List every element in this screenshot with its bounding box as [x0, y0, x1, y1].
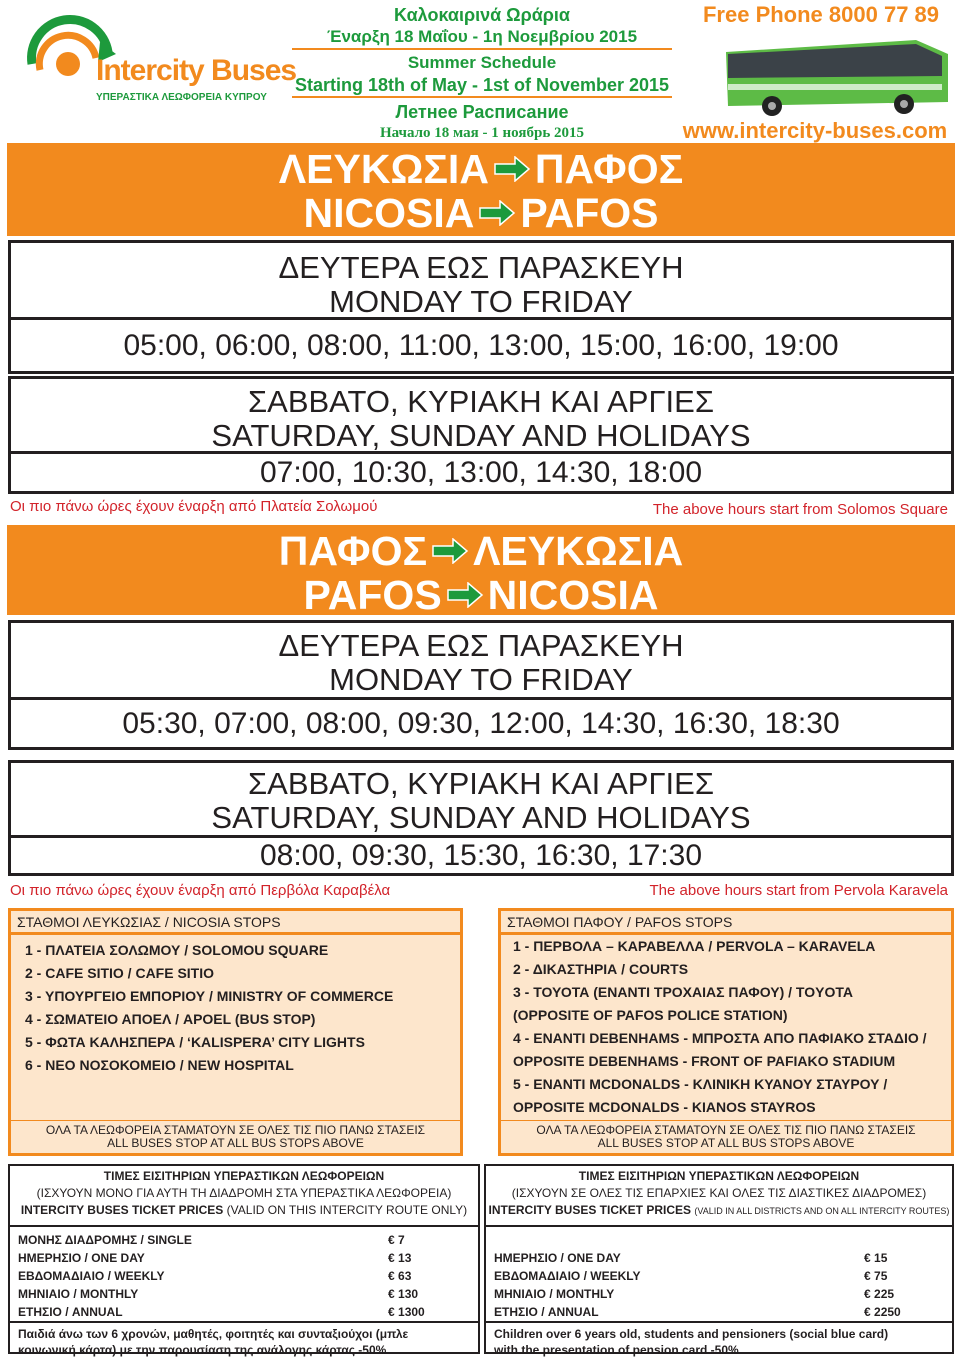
route-banner-nicosia-pafos: [7, 143, 955, 236]
weekend-gr: ΣΑΒΒΑΤΟ, ΚΥΡΙΑΚΗ ΚΑΙ ΑΡΓΙΕΣ: [247, 384, 715, 419]
price-label: ΕΤΗΣΙΟ / ANNUAL: [494, 1305, 599, 1319]
start-note-en: The above hours start from Pervola Karavela: [649, 882, 948, 899]
price-amount: 75: [874, 1269, 888, 1283]
route-to-gr: ΠΑΦΟΣ: [534, 146, 684, 192]
price-label: ΕΒΔΟΜΑΔΙΑΙΟ / WEEKLY: [18, 1269, 165, 1283]
currency-symbol: €: [864, 1269, 871, 1283]
currency-symbol: €: [864, 1305, 871, 1319]
discount-line: Παιδιά άνω των 6 χρονών, μαθητές, φοιτητές και συνταξιούχοι (μπλε: [18, 1327, 409, 1341]
russian-title: Летнее Расписание: [395, 102, 569, 122]
weekday-en: MONDAY TO FRIDAY: [329, 284, 633, 319]
weekday-gr: ΔΕΥΤΕΡΑ ΕΩΣ ΠΑΡΑΣΚΕΥΗ: [278, 628, 684, 663]
ticket-header: [10, 1166, 478, 1219]
price-amount: 63: [398, 1269, 412, 1283]
route-to-en: NICOSIA: [487, 572, 659, 618]
bus-icon: [716, 32, 956, 118]
stops-footer-en: ALL BUSES STOP AT ALL BUS STOPS ABOVE: [107, 1136, 364, 1150]
pafos-stops-list: [501, 935, 951, 1119]
bus-image: [716, 32, 956, 118]
divider: [292, 96, 672, 98]
list-item: 1 - ΠΛΑΤΕΙΑ ΣΟΛΩΜΟΥ / SOLOMOU SQUARE: [25, 942, 329, 958]
start-note-en: The above hours start from Solomos Square: [652, 501, 948, 518]
weekday-heading: [8, 240, 954, 320]
discount-line: κοινωνική κάρτα) με την παρουσίαση της ανάλογης κάρτας -50%: [18, 1343, 387, 1357]
arrow-right-icon: [431, 538, 469, 564]
price-value: [388, 1287, 418, 1301]
price-amount: 225: [874, 1287, 895, 1301]
start-note-gr: Οι πιο πάνω ώρες έχουν έναρξη από Πλατεία Σολωμού: [10, 498, 378, 515]
ticket-validity-gr: (ΙΣΧΥΟΥΝ ΜΟΝΟ ΓΙΑ ΑΥΤΗ ΤΗ ΔΙΑΔΡΟΜΗ ΣΤΑ ΥΠΕΡΑΣΤΙΚΑ ΛΕΩΦΟΡΕΙΑ): [36, 1186, 452, 1200]
price-value: [864, 1305, 901, 1319]
price-amount: 130: [398, 1287, 419, 1301]
nicosia-stops-list: [11, 935, 460, 1077]
ticket-title-gr: ΤΙΜΕΣ ΕΙΣΙΤΗΡΙΩΝ ΥΠΕΡΑΣΤΙΚΩΝ ΛΕΩΦΟΡΕΙΩΝ: [103, 1169, 385, 1183]
ticket-prices-left: [8, 1164, 480, 1357]
discount-note: [10, 1321, 478, 1361]
russian-dates: Начало 18 мая - 1 ноябрь 2015: [379, 125, 585, 141]
weekday-gr: ΔΕΥΤΕΡΑ ΕΩΣ ΠΑΡΑΣΚΕΥΗ: [278, 250, 684, 285]
nicosia-stops-title: ΣΤΑΘΜΟΙ ΛΕΥΚΩΣΙΑΣ / NICOSIA STOPS: [11, 911, 460, 935]
stops-footer-gr: ΟΛΑ ΤΑ ΛΕΩΦΟΡΕΙΑ ΣΤΑΜΑΤΟΥΝ ΣΕ ΟΛΕΣ ΤΙΣ ΠΙΟ ΠΑΝΩ ΣΤΑΣΕΙΣ: [45, 1123, 426, 1137]
list-item: 2 - ΔΙΚΑΣΤΗΡΙΑ / COURTS: [513, 961, 689, 977]
weekend-gr: ΣΑΒΒΑΤΟ, ΚΥΡΙΑΚΗ ΚΑΙ ΑΡΓΙΕΣ: [247, 766, 715, 801]
weekend-heading: [8, 760, 954, 838]
discount-line: with the presentation of pension card -50%: [494, 1343, 739, 1357]
ticket-validity-en: (VALID IN ALL DISTRICTS AND ON ALL INTERCITY ROUTES): [694, 1206, 950, 1216]
english-title: Summer Schedule: [407, 53, 557, 72]
ticket-prices-right: [484, 1164, 954, 1357]
pafos-stops-title: ΣΤΑΘΜΟΙ ΠΑΦΟΥ / PAFOS STOPS: [501, 911, 951, 935]
ticket-header: [486, 1166, 952, 1220]
weekend-times: 08:00, 09:30, 15:30, 16:30, 17:30: [8, 838, 954, 876]
weekend-en: SATURDAY, SUNDAY AND HOLIDAYS: [211, 800, 751, 835]
english-dates: Starting 18th of May - 1st of November 2015: [294, 75, 670, 95]
list-item: 4 - ΕΝΑΝΤΙ DEBENHAMS - ΜΠΡΟΣΤΑ ΑΠΟ ΠΑΦΙΑΚΟ ΣΤΑΔΙΟ /: [513, 1030, 927, 1046]
ticket-validity-en: (VALID ON THIS INTERCITY ROUTE ONLY): [226, 1203, 468, 1217]
route-to-gr: ΛΕΥΚΩΣΙΑ: [473, 528, 684, 574]
greek-dates: Έναρξη 18 Μαΐου - 1η Νοεμβρίου 2015: [326, 27, 638, 46]
price-label: ΜΗΝΙΑΙΟ / MONTHLY: [494, 1287, 615, 1301]
list-item: 3 - ΤΟΥΟΤΑ (ΕΝΑΝΤΙ ΤΡΟΧΑΙΑΣ ΠΑΦΟΥ) / TOYOTA: [513, 984, 853, 1000]
list-item: 5 - ΕΝΑΝΤΙ MCDONALDS - ΚΛΙΝΙΚΗ ΚΥΑΝΟΥ ΣΤΑΥΡΟΥ /: [513, 1076, 888, 1092]
ticket-price-list: [10, 1225, 478, 1323]
nicosia-stops-panel: [8, 908, 463, 1156]
arrow-right-icon: [493, 156, 531, 182]
list-item: (OPPOSITE OF PAFOS POLICE STATION): [513, 1007, 788, 1023]
price-value: [864, 1287, 894, 1301]
divider: [292, 48, 672, 50]
currency-symbol: €: [864, 1251, 871, 1265]
ticket-title-en: INTERCITY BUSES TICKET PRICES: [488, 1203, 692, 1217]
free-phone: Free Phone 8000 77 89: [702, 2, 940, 27]
currency-symbol: €: [388, 1233, 395, 1247]
ticket-title-en: INTERCITY BUSES TICKET PRICES: [20, 1203, 224, 1217]
price-amount: 7: [398, 1233, 405, 1247]
route-from-gr: ΛΕΥΚΩΣΙΑ: [278, 146, 489, 192]
price-label: ΕΤΗΣΙΟ / ANNUAL: [18, 1305, 123, 1319]
website-link[interactable]: www.intercity-buses.com: [682, 118, 948, 143]
currency-symbol: €: [388, 1251, 395, 1265]
ticket-price-list: [486, 1225, 952, 1323]
list-item: 6 - ΝΕΟ ΝΟΣΟΚΟΜΕΙΟ / NEW HOSPITAL: [25, 1057, 294, 1073]
list-item: 3 - ΥΠΟΥΡΓΕΙΟ ΕΜΠΟΡΙΟΥ / MINISTRY OF COMMERCE: [25, 988, 394, 1004]
route-to-en: PAFOS: [520, 190, 659, 236]
route-from-en: PAFOS: [303, 572, 442, 618]
price-value: [864, 1251, 887, 1265]
list-item: OPPOSITE DEBENHAMS - FRONT OF PAFIAKO STADIUM: [513, 1053, 896, 1069]
currency-symbol: €: [388, 1287, 395, 1301]
weekend-times: 07:00, 10:30, 13:00, 14:30, 18:00: [8, 454, 954, 494]
price-value: [388, 1233, 405, 1247]
price-label: ΜΗΝΙΑΙΟ / MONTHLY: [18, 1287, 139, 1301]
currency-symbol: €: [388, 1305, 395, 1319]
price-value: [388, 1269, 411, 1283]
stops-footer: [501, 1120, 951, 1153]
list-item: 2 - CAFE SITIO / CAFE SITIO: [25, 965, 215, 981]
pafos-stops-panel: [498, 908, 954, 1156]
currency-symbol: €: [388, 1269, 395, 1283]
weekend-en: SATURDAY, SUNDAY AND HOLIDAYS: [211, 418, 751, 453]
company-logo: [12, 12, 297, 112]
route-from-en: NICOSIA: [303, 190, 475, 236]
arrow-right-icon: [478, 200, 516, 226]
logo-text: Intercity Buses: [96, 54, 297, 87]
season-header: [278, 4, 686, 142]
price-label: ΗΜΕΡΗΣΙΟ / ONE DAY: [494, 1251, 621, 1265]
price-label: ΜΟΝΗΣ ΔΙΑΔΡΟΜΗΣ / SINGLE: [18, 1233, 192, 1247]
greek-title: Καλοκαιρινά Ωράρια: [394, 5, 570, 25]
price-amount: 15: [874, 1251, 888, 1265]
stops-footer-en: ALL BUSES STOP AT ALL BUS STOPS ABOVE: [597, 1136, 855, 1150]
route-banner-pafos-nicosia: [7, 525, 955, 618]
weekday-en: MONDAY TO FRIDAY: [329, 662, 633, 697]
price-value: [864, 1269, 887, 1283]
list-item: 1 - ΠΕΡΒΟΛΑ – ΚΑΡΑΒΕΛΛΑ / PERVOLA – KARAVELA: [513, 938, 876, 954]
list-item: 5 - ΦΩΤΑ ΚΑΛΗΣΠΕΡΑ / ‘KALISPERA’ CITY LIGHTS: [25, 1034, 365, 1050]
price-value: [388, 1305, 425, 1319]
weekend-heading: [8, 376, 954, 454]
discount-line: Children over 6 years old, students and pensioners (social blue card): [494, 1327, 889, 1341]
price-label: ΕΒΔΟΜΑΔΙΑΙΟ / WEEKLY: [494, 1269, 641, 1283]
route-from-gr: ΠΑΦΟΣ: [278, 528, 428, 574]
discount-note: [486, 1321, 952, 1361]
logo-subtitle: ΥΠΕΡΑΣΤΙΚΑ ΛΕΩΦΟΡΕΙΑ ΚΥΠΡΟΥ: [96, 92, 267, 103]
price-label: ΗΜΕΡΗΣΙΟ / ONE DAY: [18, 1251, 145, 1265]
arrow-right-icon: [446, 582, 484, 608]
price-value: [388, 1251, 411, 1265]
ticket-validity-gr: (ΙΣΧΥΟΥΝ ΣΕ ΟΛΕΣ ΤΙΣ ΕΠΑΡΧΙΕΣ ΚΑΙ ΟΛΕΣ ΤΙΣ ΔΙΑΣΤΙΚΕΣ ΔΙΑΔΡΟΜΕΣ): [511, 1186, 927, 1200]
price-amount: 2250: [874, 1305, 901, 1319]
price-amount: 13: [398, 1251, 412, 1265]
price-amount: 1300: [398, 1305, 425, 1319]
weekday-times: 05:30, 07:00, 08:00, 09:30, 12:00, 14:30, 16:30, 18:30: [8, 700, 954, 750]
currency-symbol: €: [864, 1287, 871, 1301]
stops-footer-gr: ΟΛΑ ΤΑ ΛΕΩΦΟΡΕΙΑ ΣΤΑΜΑΤΟΥΝ ΣΕ ΟΛΕΣ ΤΙΣ ΠΙΟ ΠΑΝΩ ΣΤΑΣΕΙΣ: [536, 1123, 916, 1137]
list-item: OPPOSITE MCDONALDS - KIANOS STAYROS: [513, 1099, 816, 1115]
weekday-heading: [8, 620, 954, 700]
weekday-times: 05:00, 06:00, 08:00, 11:00, 13:00, 15:00, 16:00, 19:00: [8, 320, 954, 374]
start-note-gr: Οι πιο πάνω ώρες έχουν έναρξη από Περβόλα Καραβέλα: [10, 882, 391, 899]
ticket-title-gr: ΤΙΜΕΣ ΕΙΣΙΤΗΡΙΩΝ ΥΠΕΡΑΣΤΙΚΩΝ ΛΕΩΦΟΡΕΙΩΝ: [578, 1169, 860, 1183]
stops-footer: [11, 1120, 460, 1153]
list-item: 4 - ΣΩΜΑΤΕΙΟ ΑΠΟΕΛ / APOEL (BUS STOP): [25, 1011, 316, 1027]
